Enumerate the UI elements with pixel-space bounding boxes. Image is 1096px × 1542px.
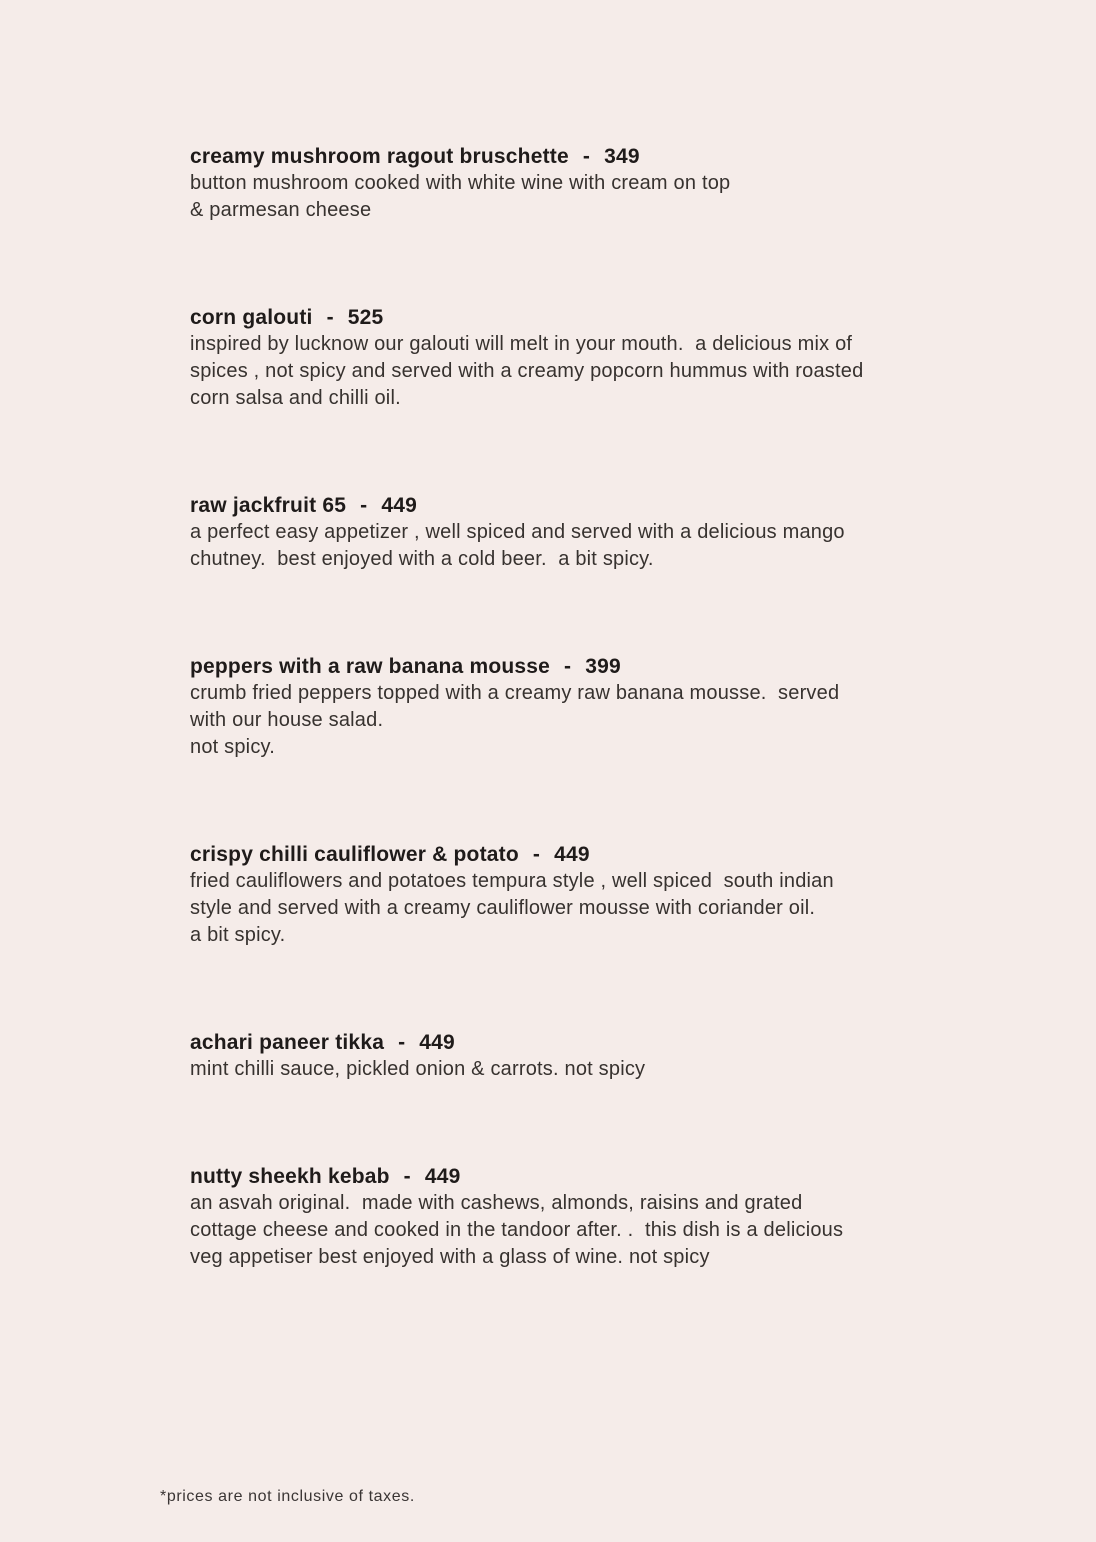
description-line: with our house salad.: [190, 709, 384, 731]
menu-item-name: creamy mushroom ragout bruschette: [190, 145, 569, 168]
menu-item-price: 449: [424, 1165, 461, 1188]
menu-item: [190, 1163, 863, 1271]
description-line: spices , not spicy and served with a creamy popcorn hummus with roasted: [190, 360, 864, 382]
menu-item-header: [190, 1029, 863, 1056]
menu-item-description: [190, 519, 863, 573]
menu-item-price: 449: [419, 1031, 455, 1054]
description-line: an asvah original. made with cashews, almonds, raisins and grated: [190, 1192, 803, 1214]
menu-item: [190, 1029, 863, 1083]
price-separator: -: [326, 306, 334, 329]
menu-item-description: [190, 680, 863, 761]
menu-item-price: 449: [554, 843, 590, 866]
description-line: fried cauliflowers and potatoes tempura style , well spiced south indian: [190, 870, 834, 892]
menu-item-header: [190, 304, 863, 331]
price-separator: -: [360, 494, 368, 517]
description-line: veg appetiser best enjoyed with a glass of wine. not spicy: [190, 1246, 710, 1268]
description-line: chutney. best enjoyed with a cold beer. a bit spicy.: [190, 548, 654, 570]
menu-item: [190, 143, 863, 224]
menu-item: [190, 304, 863, 412]
description-line: inspired by lucknow our galouti will melt in your mouth. a delicious mix of: [190, 333, 853, 355]
description-line: corn salsa and chilli oil.: [190, 387, 401, 409]
menu-item: [190, 492, 863, 573]
menu-item-description: [190, 331, 863, 412]
menu-item: [190, 653, 863, 761]
menu-item-price: 399: [585, 655, 621, 678]
menu-item-description: [190, 170, 863, 224]
menu-item-price: 349: [604, 145, 640, 168]
tax-disclaimer: *prices are not inclusive of taxes.: [160, 1488, 415, 1505]
menu-item-header: [190, 143, 863, 170]
description-line: not spicy.: [190, 736, 275, 758]
menu-item-price: 525: [347, 306, 384, 329]
menu-item-name: peppers with a raw banana mousse: [190, 655, 551, 678]
menu-item-name: raw jackfruit 65: [190, 494, 347, 517]
description-line: style and served with a creamy cauliflower mousse with coriander oil.: [190, 897, 816, 919]
menu-item-header: [190, 1163, 863, 1190]
menu-item-header: [190, 841, 863, 868]
price-separator: -: [403, 1165, 411, 1188]
price-separator: -: [582, 145, 591, 168]
menu-item-header: [190, 653, 863, 680]
description-line: mint chilli sauce, pickled onion & carrots. not spicy: [190, 1058, 646, 1080]
menu-item-name: crispy chilli cauliflower & potato: [190, 843, 519, 866]
menu-item-name: nutty sheekh kebab: [190, 1165, 390, 1188]
menu-item: [190, 841, 863, 949]
menu-item-name: corn galouti: [190, 306, 313, 329]
price-separator: -: [398, 1031, 406, 1054]
menu-item-description: [190, 868, 863, 949]
description-line: a bit spicy.: [190, 924, 286, 946]
price-separator: -: [532, 843, 541, 866]
menu-item-name: achari paneer tikka: [190, 1031, 385, 1054]
description-line: crumb fried peppers topped with a creamy raw banana mousse. served: [190, 682, 840, 704]
price-separator: -: [564, 655, 572, 678]
description-line: a perfect easy appetizer , well spiced and served with a delicious mango: [190, 521, 845, 543]
menu-item-description: [190, 1056, 863, 1083]
description-line: cottage cheese and cooked in the tandoor after. . this dish is a delicious: [190, 1219, 844, 1241]
menu-item-header: [190, 492, 863, 519]
menu-page: [190, 143, 863, 1351]
description-line: button mushroom cooked with white wine with cream on top: [190, 172, 731, 194]
description-line: & parmesan cheese: [190, 199, 372, 221]
menu-item-price: 449: [381, 494, 417, 517]
menu-item-description: [190, 1190, 863, 1271]
